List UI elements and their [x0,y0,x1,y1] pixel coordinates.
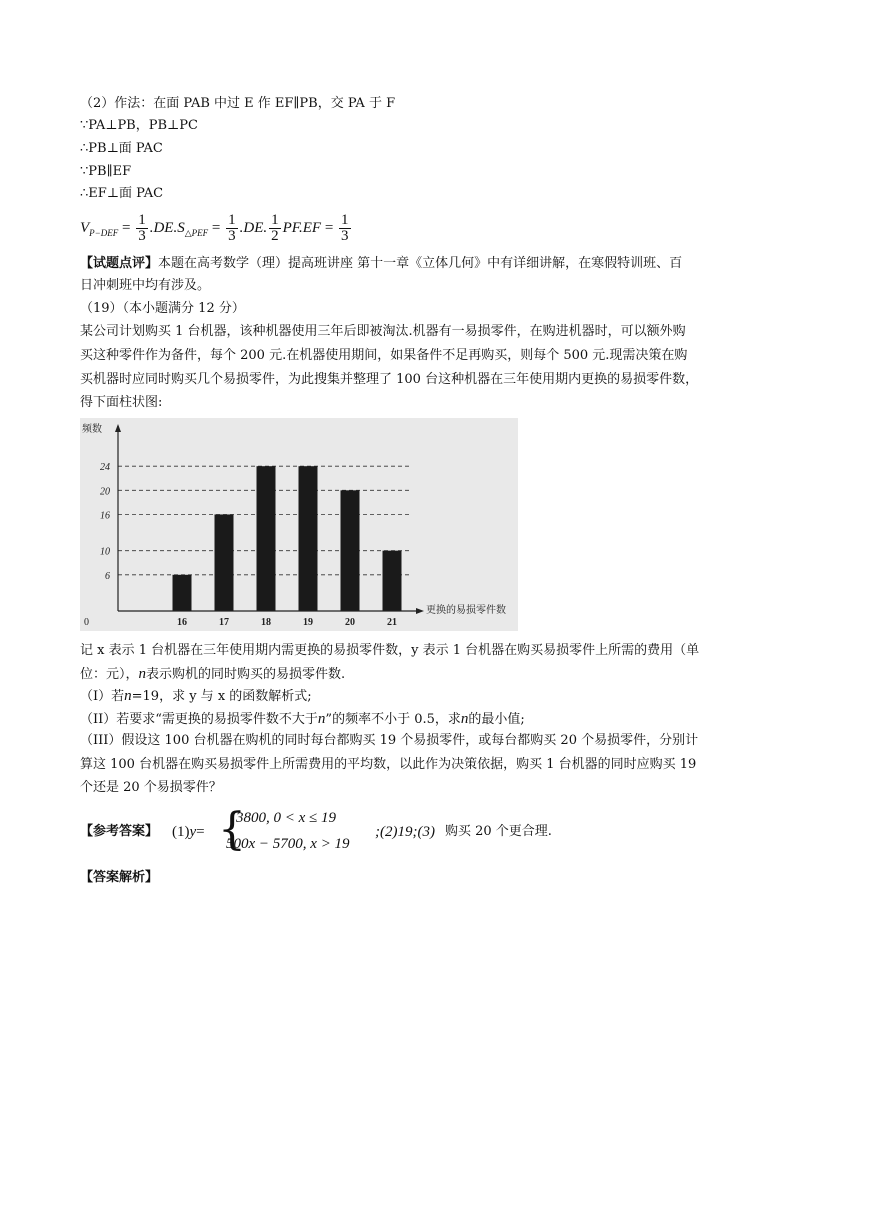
subquestion-3-cont: 算这 100 台机器在购买易损零件上所需费用的平均数，以此作为决策依据，购买 1 台机器的同时应购买 19 [80,757,697,772]
fraction-one-half: $\frac{1}{2}$ [271,212,279,245]
var-n: n [460,711,469,727]
y-axis-label: 频数 [82,424,102,435]
x-tick-label: 16 [177,617,187,628]
answer-case-2: 500x − 5700, x > 19 [226,836,350,852]
solution-step: ∵PB∥EF [80,164,132,179]
bar [383,551,402,611]
x-axis-label: 更换的易损零件数 [426,605,506,616]
subquestion-3-cont: 个还是 20 个易损零件？ [80,780,222,795]
subquestion-3: （III）假设这 100 台机器在购机的同时每台都购买 19 个易损零件，或每台都购买 20 个易损零件，分别计 [80,733,699,748]
y-tick-label: 10 [100,546,110,558]
bar [257,466,276,611]
subquestion-2: （II）若要求“需更换的易损零件数不大于n”的频率不小于 0.5，求n的最小值; [80,711,525,727]
y-tick-label: 6 [105,570,110,582]
solution-step: ∴EF⊥面 PAC [80,186,164,201]
var-n: n [124,688,132,704]
review-line-2: 日冲刺班中均有涉及。 [80,278,211,293]
subquestion-1: （I）若n=19，求 y 与 x 的函数解析式; [80,688,312,704]
solution-step: ∴PB⊥面 PAC [80,141,163,156]
bar [173,575,192,611]
definition-line: 位：元），n表示购机的同时购买的易损零件数. [80,666,346,682]
x-tick-label: 19 [303,617,313,628]
x-tick-label: 18 [261,617,271,628]
bar-chart [80,418,518,631]
solution-step: ∵PA⊥PB，PB⊥PC [80,118,198,133]
origin-label: 0 [84,617,89,628]
question-paragraph: 得下面柱状图: [80,395,163,410]
formula-eq: = [324,220,334,236]
formula-eq: = [122,220,131,236]
answer-rest: ;(2)19;(3) [375,824,435,840]
x-tick-label: 21 [387,617,397,628]
solution-construct: （2）作法：在面 PAB 中过 E 作 EF∥PB，交 PA 于 F [80,96,396,111]
brace-icon: { [218,804,246,855]
question-paragraph: 买这种零件作为备件，每个 200 元.在机器使用期间，如果备件不足再购买，则每个 500 元.现需决策在购 [80,348,688,363]
var-n: n [317,711,326,727]
analysis-label: 【答案解析】 [80,870,159,885]
fraction-one-third: $\frac{1}{3}$ [138,212,146,245]
question-header: （19）（本小题满分 12 分） [80,301,245,316]
bar [215,514,234,611]
fraction-one-third: $\frac{1}{3}$ [228,212,236,245]
question-paragraph: 买机器时应同时购买几个易损零件，为此搜集并整理了 100 台这种机器在三年使用期内更换的易损零件数， [80,372,699,387]
y-tick-label: 16 [100,510,110,522]
volume-formula [80,210,353,246]
var-n: n [138,666,147,682]
formula-eq: = [211,220,221,236]
definition-line: 记 x 表示 1 台机器在三年使用期内需更换的易损零件数，y 表示 1 台机器在购买易损零件上所需的费用（单 [80,643,700,658]
formula-text: PF.EF [282,220,322,236]
answer-formula: (1)y= [172,824,205,840]
question-paragraph: 某公司计划购买 1 台机器，该种机器使用三年后即被淘汰.机器有一易损零件，在购进机器时，可以额外购 [80,324,686,339]
review-label: 【试题点评】 [80,256,159,271]
formula-text: .DE.S [149,220,185,236]
answer-case-1: 3800, 0 < x ≤ 19 [236,810,337,826]
bar [341,490,360,611]
fraction-one-third: $\frac{1}{3}$ [341,212,349,245]
answer-tail: 购买 20 个更合理. [445,824,552,839]
review-text: 本题在高考数学（理）提高班讲座 第十一章《立体几何》中有详细讲解，在寒假特训班、百 [158,256,683,271]
formula-v-sub: P−DEF [89,228,119,238]
bar [299,466,318,611]
x-tick-label: 20 [345,617,355,628]
x-tick-label: 17 [219,617,229,628]
y-tick-label: 20 [100,486,110,498]
formula-s-sub: △PEF [184,228,209,238]
answer-label: 【参考答案】 [80,824,159,839]
y-tick-label: 24 [100,462,110,474]
formula-text: .DE. [239,220,268,236]
formula-v: V [80,220,90,236]
review-line [80,254,682,274]
